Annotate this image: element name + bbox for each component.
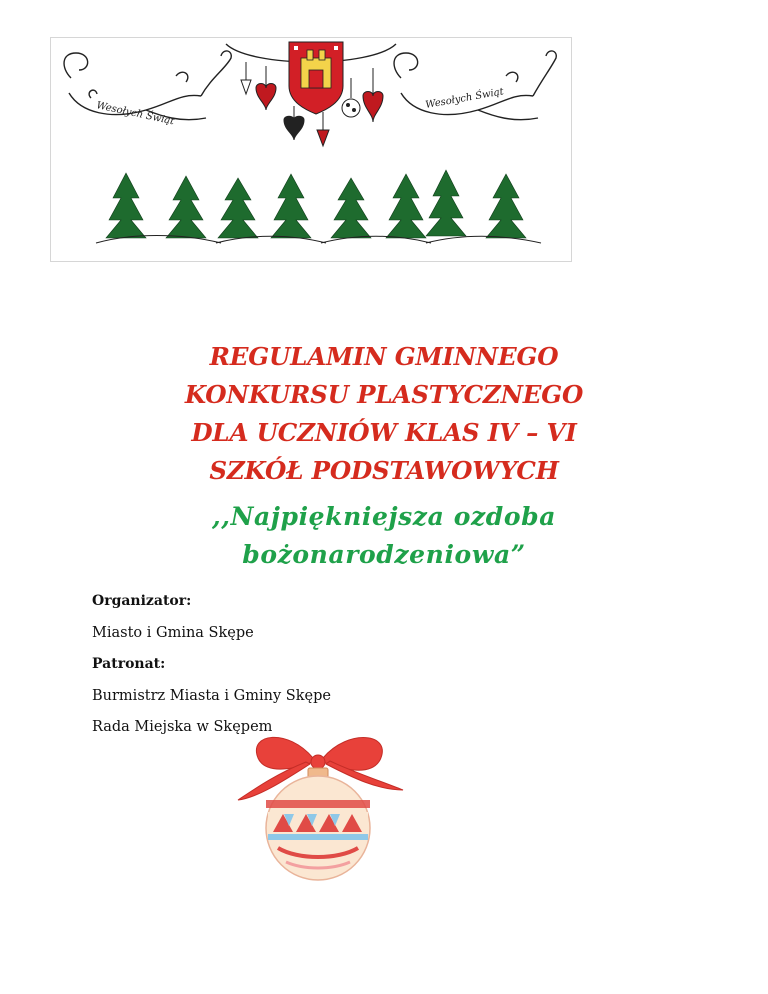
swirl-garland-icon [64, 51, 231, 120]
christmas-bauble-icon [218, 728, 418, 888]
title-line: KONKURSU PLASTYCZNEGO [184, 380, 584, 409]
swirl-garland-icon [394, 51, 556, 120]
patronage-value: Rada Miejska w Skępem [92, 719, 273, 735]
banner-greeting-right: Wesołych Świąt [424, 86, 505, 111]
info-block [92, 592, 612, 749]
subtitle-line: bożonarodzeniowa” [242, 540, 526, 569]
organizer-label: Organizator: [92, 593, 192, 609]
title-line: REGULAMIN GMINNEGO [209, 342, 559, 371]
title-line: DLA UCZNIÓW KLAS IV – VI [191, 418, 577, 447]
organizer-value: Miasto i Gmina Skępe [92, 625, 254, 641]
header-banner [50, 37, 572, 262]
title-block [0, 338, 768, 574]
banner-greeting-left: Wesołych Świąt [95, 100, 176, 128]
title-line: SZKÓŁ PODSTAWOWYCH [209, 456, 559, 485]
patronage-label: Patronat: [92, 656, 166, 672]
patronage-value: Burmistrz Miasta i Gminy Skępe [92, 688, 331, 704]
subtitle-line: ,,Najpiękniejsza ozdoba [211, 502, 556, 531]
coat-of-arms-icon [289, 42, 343, 114]
christmas-tree-icon [96, 170, 541, 243]
